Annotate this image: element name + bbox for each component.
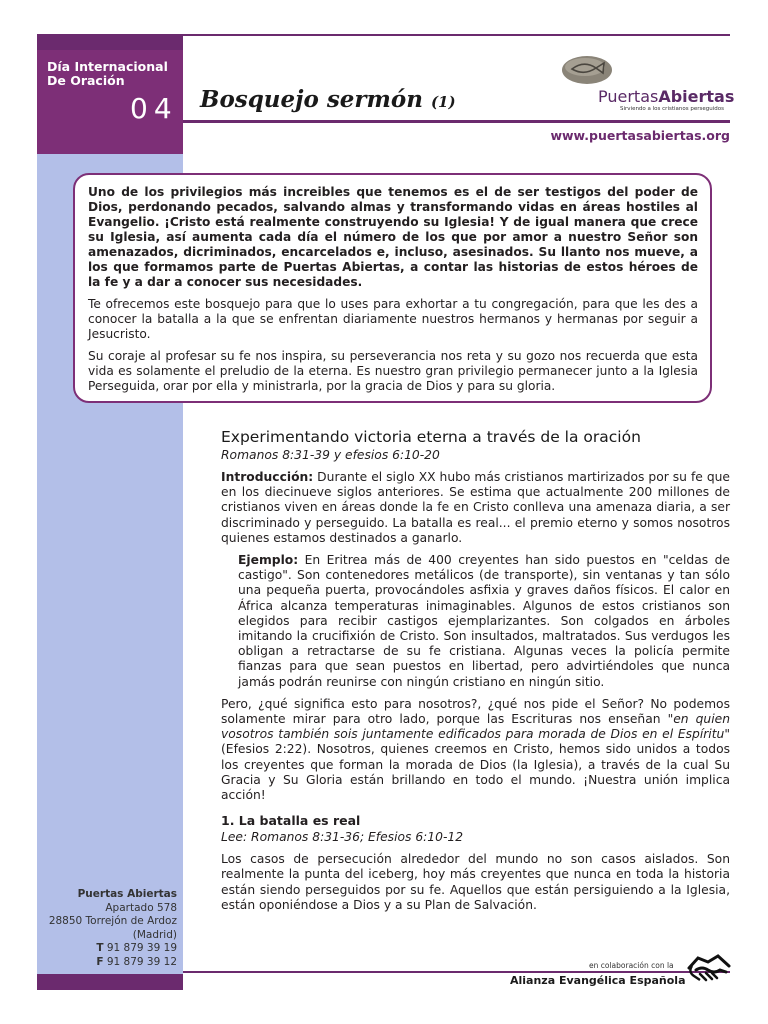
address-phone bbox=[49, 942, 177, 956]
event-number: 04 bbox=[130, 92, 178, 125]
example-paragraph bbox=[238, 553, 730, 690]
contact-address bbox=[49, 888, 177, 969]
puertas-abiertas-logo bbox=[558, 50, 735, 116]
stone-fish-icon bbox=[560, 52, 614, 86]
handshake-icon bbox=[686, 946, 732, 986]
header-rule bbox=[183, 120, 730, 123]
phone-label: T bbox=[96, 942, 104, 954]
website-link[interactable]: www.puertasabiertas.org bbox=[550, 128, 730, 143]
alliance-name: Alianza Evangélica Española bbox=[510, 974, 686, 987]
event-header-block bbox=[37, 50, 183, 154]
collaboration-label: en colaboración con la bbox=[589, 961, 674, 970]
sermon-reference: Romanos 8:31-39 y efesios 6:10-20 bbox=[221, 448, 440, 462]
page-title-text: Bosquejo sermón bbox=[200, 86, 423, 113]
section-1-reference: Lee: Romanos 8:31-36; Efesios 6:10-12 bbox=[221, 830, 464, 845]
application-text-b: " (Efesios 2:22). Nosotros, quienes creemos en Cristo, hemos sido unidos a todos los creyentes que forman la morada de Dios (la Iglesia), a través de la cual Su Gracia y Su Gloria están brillando en todo el mundo. ¡Nuestra unión implica acción! bbox=[221, 727, 730, 803]
fax-number: 91 879 39 12 bbox=[106, 955, 177, 968]
address-line1: Apartado 578 bbox=[105, 901, 177, 914]
sermon-body bbox=[221, 428, 730, 920]
logo-name bbox=[598, 87, 734, 106]
sidebar-bottom-band bbox=[37, 974, 183, 990]
scripture-quote: en quien vosotros también sois juntamente edificados para morada de Dios en el Espíritu bbox=[221, 712, 730, 742]
footer-rule bbox=[183, 971, 730, 973]
intro-paragraph-1: Uno de los privilegios más increibles que tenemos es el de ser testigos del poder de Dios, perdonando pecados, salvando almas y transformando vidas en áreas hostiles al Evangelio. ¡Cristo está realmente construyendo su Iglesia! Y de igual manera que crece su Iglesia, así aumenta cada día el número de los que por amor a nuestro Señor son amenazados, dicriminados, encarcelados e, incluso, asesinados. Su llanto nos mueve, a los que formamos parte de Puertas Abiertas, a contar las historias de estos héroes de la fe y a dar a conocer sus necesidades. bbox=[88, 185, 698, 289]
event-title bbox=[47, 60, 168, 88]
page-title bbox=[200, 86, 456, 113]
phone-number: 91 879 39 19 bbox=[106, 942, 177, 954]
introduction-paragraph bbox=[221, 470, 730, 546]
section-1-title: 1. La batalla es real bbox=[221, 813, 361, 829]
example-label: Ejemplo: bbox=[238, 553, 299, 568]
intro-box bbox=[73, 173, 712, 403]
fax-label: F bbox=[96, 955, 104, 968]
event-title-line1: Día Internacional bbox=[47, 59, 168, 74]
logo-tagline: Sirviendo a los cristianos perseguidos bbox=[620, 106, 724, 112]
application-text-a: Pero, ¿qué significa esto para nosotros?, ¿qué nos pide el Señor? No podemos solamente mirar para otro lado, porque las Escrituras nos enseñan " bbox=[221, 696, 730, 727]
sidebar-top-band bbox=[37, 34, 183, 50]
address-fax bbox=[49, 956, 177, 970]
logo-name-regular: Puertas bbox=[598, 87, 659, 106]
address-line2: 28850 Torrejón de Ardoz bbox=[48, 915, 177, 927]
introduction-label: Introducción: bbox=[221, 470, 314, 484]
address-line3: (Madrid) bbox=[132, 928, 177, 941]
top-rule bbox=[183, 34, 730, 36]
page-title-number: (1) bbox=[430, 93, 456, 111]
sermon-heading: Experimentando victoria eterna a través de la oración bbox=[221, 428, 641, 446]
event-title-line2: De Oración bbox=[47, 73, 125, 88]
introduction-text: Durante el siglo XX hubo más cristianos martirizados por su fe que en los diecinueve siglos anteriores. Se estima que actualmente 200 millones de cristianos viven en áreas donde la fe en Cristo conlleva una amenaza diaria, a ser discriminado y perseguido. La batalla es real... el premio eterno y somos nosotros quienes estamos destinados a ganarlo. bbox=[221, 470, 730, 545]
intro-paragraph-3: Su coraje al profesar su fe nos inspira, su perseverancia nos reta y su gozo nos recuerda que esta vida es solamente el preludio de la eterna. Es nuestro gran privilegio permanecer junto a la Iglesia Perseguida, orar por ella y ministrarla, por la gracia de Dios y para su gloria. bbox=[88, 349, 698, 393]
section-1-text: Los casos de persecución alrededor del mundo no son casos aislados. Son realmente la punta del iceberg, hoy más creyentes que nunca en toda la historia están siendo perseguidos por su fe. Aquellos que están persiguiendo a la Iglesia, están oponiéndose a Dios y a su Plan de Salvación. bbox=[221, 852, 730, 912]
logo-name-bold: Abiertas bbox=[658, 87, 735, 106]
example-text: En Eritrea más de 400 creyentes han sido puestos en "celdas de castigo". Son contenedores metálicos (de transporte), sin ventanas y tan sólo una pequeña puerta, provocándoles asfixia y graves daños físicos. El calor en África alcanza temperaturas inimaginables. Algunos de estos cristianos son elegidos para recibir castigos ejemplarizantes. Son colgados en árboles imitando la crucifixión de Cristo. Son insultados, maltratados. Sus verdugos les obligan a retractarse de su fe cristiana. Algunas veces la policía permite fianzas para que sean puestos en libertad, pero advirtiéndoles que nunca jamás podrán reunirse con ningún cristiano en ningún sitio. bbox=[238, 553, 730, 689]
intro-paragraph-2: Te ofrecemos este bosquejo para que lo uses para exhortar a tu congregación, para que les des a conocer la batalla a la que se enfrentan diariamente nuestros hermanos y hermanas por seguir a Jesucristo. bbox=[88, 297, 698, 341]
address-org: Puertas Abiertas bbox=[77, 888, 177, 900]
application-paragraph bbox=[221, 697, 730, 803]
